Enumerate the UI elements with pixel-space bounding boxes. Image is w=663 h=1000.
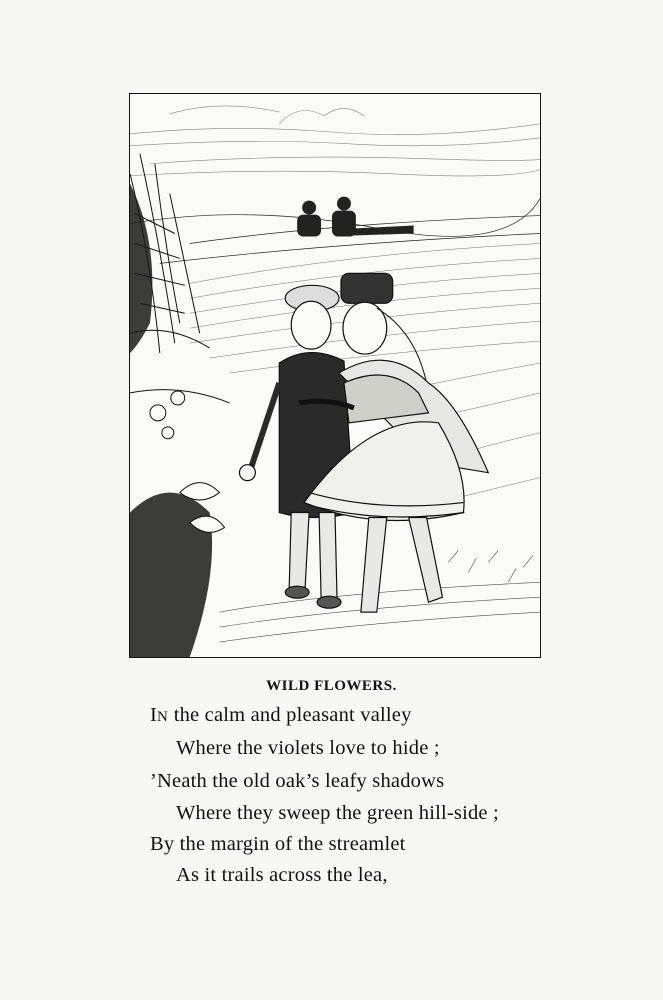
poem-line-1 xyxy=(150,704,412,727)
line-text: the calm and pleasant valley xyxy=(168,704,412,726)
poem-line-5: By the margin of the streamlet xyxy=(150,833,406,855)
engraving-illustration xyxy=(129,93,541,658)
poem-line-2: Where the violets love to hide ; xyxy=(176,737,440,759)
poem-line-6: As it trails across the lea, xyxy=(176,864,388,886)
small-caps-text: N xyxy=(157,709,169,725)
poem-line-4: Where they sweep the green hill-side ; xyxy=(176,802,499,824)
poem-line-3: ’Neath the old oak’s leafy shadows xyxy=(150,770,445,792)
poem-title: WILD FLOWERS. xyxy=(266,678,397,694)
drop-cap: I xyxy=(150,704,158,726)
children-on-hillside-engraving xyxy=(130,94,540,657)
